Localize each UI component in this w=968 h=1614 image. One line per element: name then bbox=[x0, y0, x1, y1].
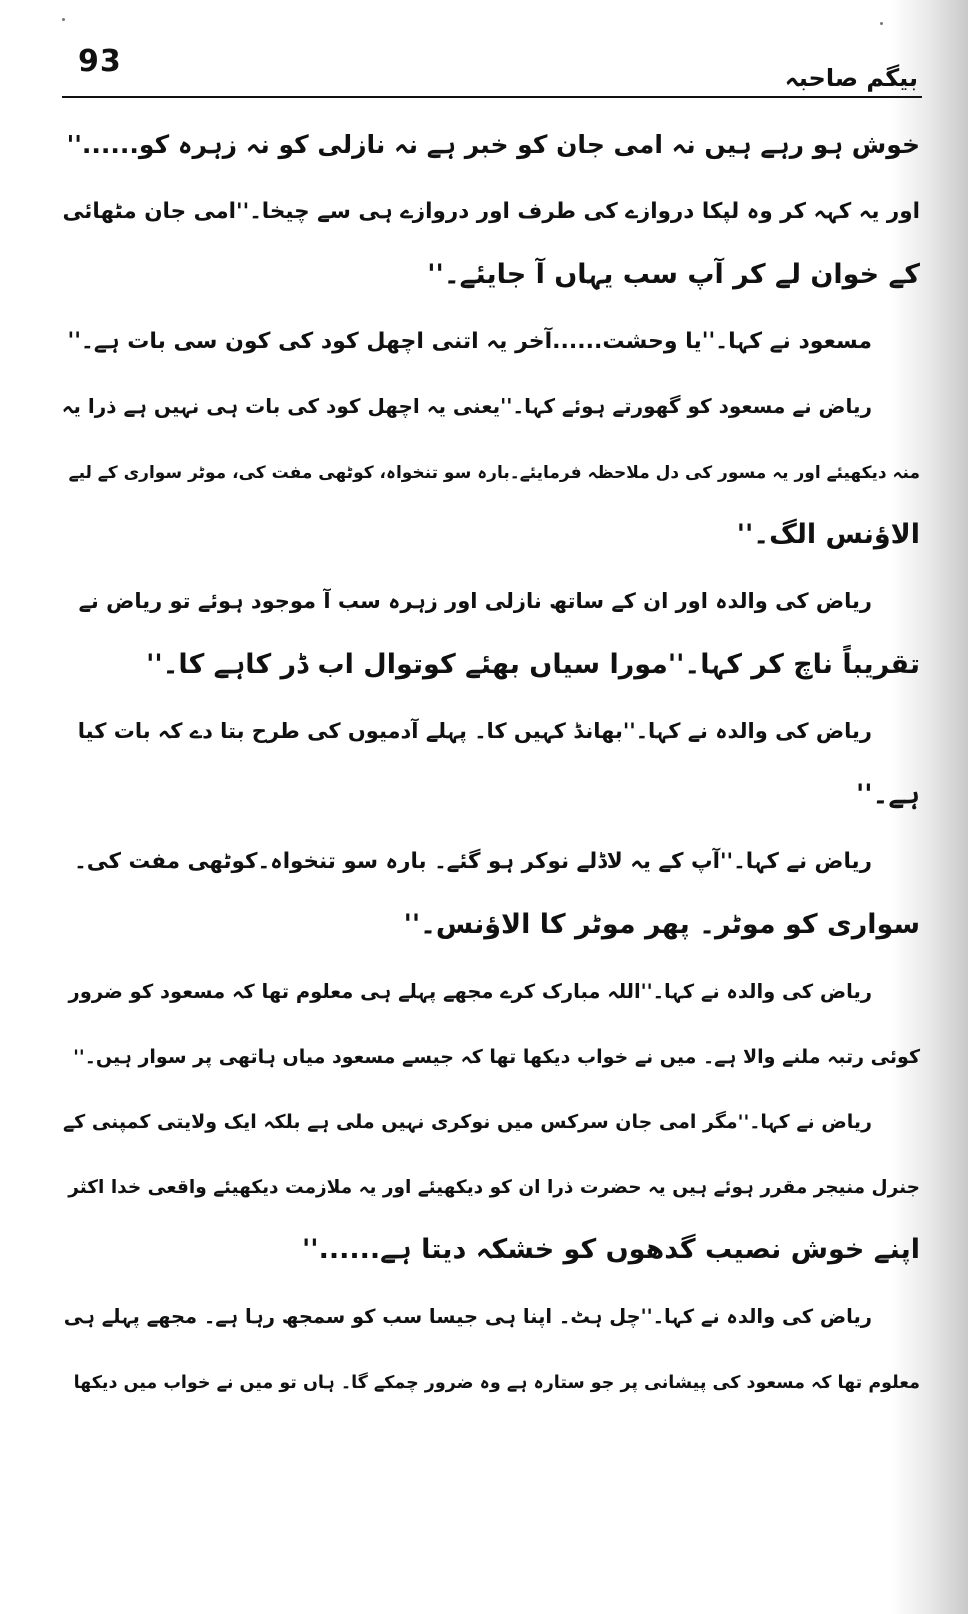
text-line: ریاض کی والدہ اور ان کے ساتھ نازلی اور زہرہ سب آ موجود ہوئے تو ریاض نے bbox=[78, 589, 872, 613]
text-line: الاؤنس الگ۔'' bbox=[736, 519, 920, 550]
text-line: اور یہ کہہ کر وہ لپکا دروازے کی طرف اور دروازے ہی سے چیخا۔''امی جان مٹھائی bbox=[62, 199, 920, 224]
header-rule bbox=[62, 96, 922, 98]
text-line: تقریباً ناچ کر کہا۔''مورا سیاں بھئے کوتوال اب ڈر کاہے کا۔'' bbox=[146, 649, 920, 680]
text-line: سواری کو موٹر۔ پھر موٹر کا الاؤنس۔'' bbox=[403, 909, 920, 940]
text-line: مسعود نے کہا۔''یا وحشت......آخر یہ اتنی اچھل کود کی کون سی بات ہے۔'' bbox=[67, 329, 872, 354]
text-line: کے خوان لے کر آپ سب یہاں آ جایئے۔'' bbox=[427, 259, 920, 290]
text-line: کوئی رتبہ ملنے والا ہے۔ میں نے خواب دیکھا تھا کہ جیسے مسعود میاں ہاتھی پر سوار ہیں۔'' bbox=[73, 1046, 920, 1068]
text-line: ریاض نے کہا۔''آپ کے یہ لاڈلے نوکر ہو گئے۔ بارہ سو تنخواہ۔کوٹھی مفت کی۔ bbox=[74, 849, 872, 874]
text-line: خوش ہو رہے ہیں نہ امی جان کو خبر ہے نہ نازلی کو نہ زہرہ کو......'' bbox=[66, 130, 920, 159]
text-line: منہ دیکھیئے اور یہ مسور کی دل ملاحظہ فرمایئے۔بارہ سو تنخواہ، کوٹھی مفت کی، موٹر سواری کے لیے bbox=[68, 463, 920, 483]
text-line: اپنے خوش نصیب گدھوں کو خشکہ دیتا ہے......'' bbox=[302, 1234, 920, 1265]
text-line: ریاض کی والدہ نے کہا۔''بھانڈ کہیں کا۔ پہلے آدمیوں کی طرح بتا دے کہ بات کیا bbox=[77, 719, 872, 743]
text-line: معلوم تھا کہ مسعود کی پیشانی پر جو ستارہ ہے وہ ضرور چمکے گا۔ ہاں تو میں نے خواب میں دیکھا bbox=[73, 1373, 920, 1393]
ink-speck bbox=[62, 18, 65, 21]
text-line: جنرل منیجر مقرر ہوئے ہیں یہ حضرت ذرا ان کو دیکھیئے اور یہ ملازمت دیکھیئے واقعی خدا اکثر bbox=[68, 1177, 920, 1198]
text-line: ریاض کی والدہ نے کہا۔''اللہ مبارک کرے مجھے پہلے ہی معلوم تھا کہ مسعود کو ضرور bbox=[68, 980, 872, 1003]
text-line: ریاض نے کہا۔''مگر امی جان سرکس میں نوکری نہیں ملی ہے بلکہ ایک ولایتی کمپنی کے bbox=[63, 1111, 872, 1133]
body-text bbox=[60, 112, 920, 1412]
text-line: ہے۔'' bbox=[856, 779, 920, 810]
text-line: ریاض نے مسعود کو گھورتے ہوئے کہا۔''یعنی یہ اچھل کود کی بات ہی نہیں ہے ذرا یہ bbox=[61, 394, 872, 418]
ink-speck bbox=[880, 22, 883, 25]
page-number: 93 bbox=[78, 44, 122, 79]
text-line: ریاض کی والدہ نے کہا۔''چل ہٹ۔ اپنا ہی جیسا سب کو سمجھ رہا ہے۔ مجھے پہلے ہی bbox=[63, 1305, 872, 1328]
running-title: بیگم صاحبہ bbox=[784, 64, 918, 92]
